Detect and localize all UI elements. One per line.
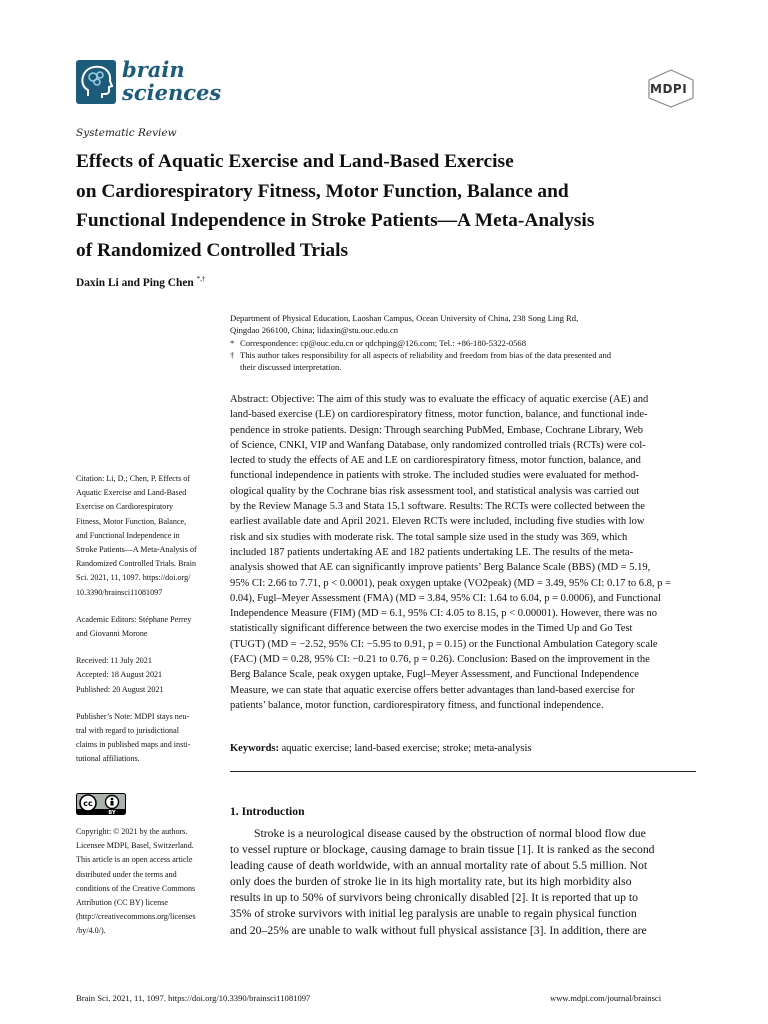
correspondence	[230, 337, 700, 349]
cc-by-label: BY	[108, 810, 116, 815]
abstract-line: (FAC) (MD = 0.28, 95% CI: −0.21 to 0.76, p = 0.26). Conclusion: Based on the improvement in the	[230, 654, 650, 666]
correspondence-text: Correspondence: cp@ouc.edu.cn or qdchping@126.com; Tel.: +86-180-5322-0568	[240, 337, 527, 348]
publisher-note-line: claims in published maps and insti-	[76, 740, 191, 750]
editors-line: and Giovanni Morone	[76, 629, 148, 639]
abstract-line: land-based exercise (LE) on cardiorespiratory fitness, motor function, balance, and functional inde-	[230, 409, 648, 421]
abstract-line: of Science, CNKI, VIP and Wanfang Database, only randomized controlled trials (RCTs) were col-	[230, 439, 646, 451]
section-divider	[230, 771, 696, 772]
publisher-note-line: Publisher’s Note: MDPI stays neu-	[76, 711, 190, 721]
journal-name-line1: brain	[122, 57, 185, 82]
brain-head-icon	[76, 60, 116, 104]
citation-line: Fitness, Motor Function, Balance,	[76, 516, 187, 526]
abstract-line: pendence in stroke patients. Design: Through searching PubMed, Embase, Cochrane Library, Web	[230, 424, 644, 436]
abstract-line: 0.04), Fugl–Meyer Assessment (FMA) (MD = 3.84, 95% CI: 1.64 to 6.04, p = 0.0006), and Functional	[230, 592, 661, 604]
journal-name-line2: sciences	[122, 80, 222, 105]
abstract-line: by the Review Manage 5.3 and Stata 15.1 software. Results: The RCTs were collected between the	[230, 501, 645, 513]
article-title	[76, 147, 696, 265]
footer-citation[interactable]: Brain Sci. 2021, 11, 1097. https://doi.org/10.3390/brainsci11081097	[76, 993, 311, 1003]
publisher-logo	[646, 68, 696, 108]
author-note	[230, 349, 700, 361]
license-link[interactable]: /by/4.0/).	[76, 926, 106, 936]
article-type: Systematic Review	[76, 127, 177, 139]
keywords	[230, 743, 531, 754]
abstract-line: included 187 patients undertaking AE and 182 patients undertaking LE. The results of the meta-	[230, 546, 634, 558]
journal-logo	[76, 57, 222, 110]
title-line: of Randomized Controlled Trials	[76, 239, 349, 261]
abstract-line: patients’ balance, motor function, cardiorespiratory fitness, and functional independence.	[230, 699, 604, 711]
abstract-line: analysis showed that AE can significantly improve patients’ Berg Balance Scale (BBS) (MD = 5.19,	[230, 562, 651, 574]
section-heading-introduction: 1. Introduction	[230, 805, 305, 818]
authors-marks: *,†	[196, 275, 206, 283]
citation-line: Randomized Controlled Trials. Brain	[76, 559, 197, 569]
note-text: This author takes responsibility for all aspects of reliability and freedom from bias of the data presented and	[240, 349, 612, 360]
abstract-line: (TUGT) (MD = −2.52, 95% CI: −5.95 to 0.91, p = 0.15) or the Functional Ambulation Category scale	[230, 638, 658, 650]
intro-line: Stroke is a neurological disease caused by the obstruction of normal blood flow due	[254, 827, 646, 840]
citation-line: 10.3390/brainsci11081097	[76, 587, 163, 597]
abstract-line: Abstract: Objective: The aim of this study was to evaluate the efficacy of aquatic exercise (AE) and	[230, 394, 649, 405]
left-sidebar	[76, 472, 214, 767]
publisher-note-line: tral with regard to jurisdictional	[76, 726, 179, 736]
abstract-line: Berg Balance Scale, peak oxygen uptake, Fugl–Meyer Assessment, and Functional Independence	[230, 669, 639, 681]
intro-line: results in up to 50% of survivors being chronically disabled [2]. It is reported that up to	[230, 891, 639, 905]
citation-line: and Functional Independence in	[76, 530, 180, 540]
title-line: Functional Independence in Stroke Patients—A Meta-Analysis	[76, 210, 595, 231]
publisher-note-line: tutional affiliations.	[76, 754, 140, 764]
abstract-line: risk and six studies with moderate risk. The total sample size used in the study was 369, which	[230, 531, 628, 543]
intro-line: 35% of stroke survivors with initial leg paralysis are unable to regain physical function	[230, 907, 637, 921]
accepted-date: Accepted: 18 August 2021	[76, 670, 163, 680]
copyright-notice	[76, 825, 216, 939]
received-date: Received: 11 July 2021	[76, 656, 152, 666]
title-line: Effects of Aquatic Exercise and Land-Based Exercise	[76, 151, 514, 172]
note-mark: †	[230, 349, 235, 360]
abstract-line: 95% CI: 2.66 to 7.71, p < 0.0001), peak oxygen uptake (VO2peak) (MD = 3.49, 95% CI: 0.17 to 6.8, p =	[230, 577, 671, 589]
published-date: Published: 20 August 2021	[76, 684, 164, 694]
copyright-line: Copyright: © 2021 by the authors.	[76, 827, 188, 836]
abstract-line: Measure, we can state that aquatic exercise offers better advantages than land-based exercise for	[230, 684, 635, 696]
citation-line: Sci. 2021, 11, 1097. https://doi.org/	[76, 573, 191, 583]
citation-line: Exercise on Cardiorespiratory	[76, 502, 174, 512]
abstract-line: earliest available date and April 2021. Eleven RCTs were included, including five studies with low	[230, 516, 645, 528]
correspondence-mark: *	[230, 337, 235, 348]
intro-line: leading cause of death worldwide, with an annual mortality rate of about 5.5 million. Not	[230, 859, 648, 873]
citation-line: Aquatic Exercise and Land-Based	[76, 488, 187, 498]
copyright-line: conditions of the Creative Commons	[76, 883, 196, 893]
abstract-line: statistically significant difference between the two exercise modes in the Timed Up and Go Test	[230, 623, 633, 635]
abstract-line: functional independence in patients with stroke. The included studies were evaluated for method-	[230, 470, 639, 482]
publisher-name: MDPI	[650, 82, 688, 96]
svg-text:cc: cc	[83, 799, 93, 808]
affiliation-line: Department of Physical Education, Laoshan Campus, Ocean University of China, 238 Song Ling Rd,	[230, 313, 579, 323]
abstract-line: lected to study the effects of AE and LE on cardiorespiratory fitness, motor function, balance, and	[230, 455, 641, 467]
citation-line: Stroke Patients—A Meta-Analysis of	[76, 545, 197, 555]
cc-by-badge[interactable]	[76, 793, 126, 815]
editors-line: Academic Editors: Stéphane Perrey	[76, 614, 192, 624]
journal-name	[122, 58, 221, 104]
affiliations	[230, 312, 700, 373]
abstract	[230, 392, 696, 713]
citation-line: Citation: Li, D.; Chen, P. Effects of	[76, 474, 191, 483]
license-link[interactable]: (http://creativecommons.org/licenses	[76, 912, 196, 922]
intro-line: and 20–25% are unable to walk without full physical assistance [3]. In addition, there are	[230, 923, 647, 937]
note-text: their discussed interpretation.	[240, 362, 342, 373]
keywords-label: Keywords:	[230, 743, 279, 754]
intro-line: to vessel rupture or blockage, causing damage to brain tissue [1]. It is ranked as the second	[230, 843, 655, 857]
title-line: on Cardiorespiratory Fitness, Motor Function, Balance and	[76, 180, 569, 202]
keywords-text: aquatic exercise; land-based exercise; stroke; meta-analysis	[281, 743, 532, 754]
copyright-line: Licensee MDPI, Basel, Switzerland.	[76, 841, 194, 851]
copyright-line: This article is an open access article	[76, 855, 193, 865]
introduction-body	[230, 826, 700, 939]
abstract-line: Independence Measure (FIM) (MD = 6.1, 95% CI: 4.05 to 8.15, p < 0.00001). However, there was no	[230, 608, 657, 620]
authors-names: Daxin Li and Ping Chen	[76, 276, 194, 289]
abstract-line: ological quality by the Cochrane bias risk assessment tool, and statistical analysis was carried out	[230, 485, 640, 497]
affiliation-line: Qingdao 266100, China; lidaxin@stu.ouc.edu.cn	[230, 325, 399, 336]
copyright-line: Attribution (CC BY) license	[76, 898, 168, 908]
intro-line: only does the burden of stroke lie in its high mortality rate, but its high morbidity also	[230, 875, 632, 889]
footer-journal-url[interactable]: www.mdpi.com/journal/brainsci	[550, 993, 662, 1003]
copyright-line: distributed under the terms and	[76, 869, 177, 879]
author-list	[76, 275, 205, 289]
